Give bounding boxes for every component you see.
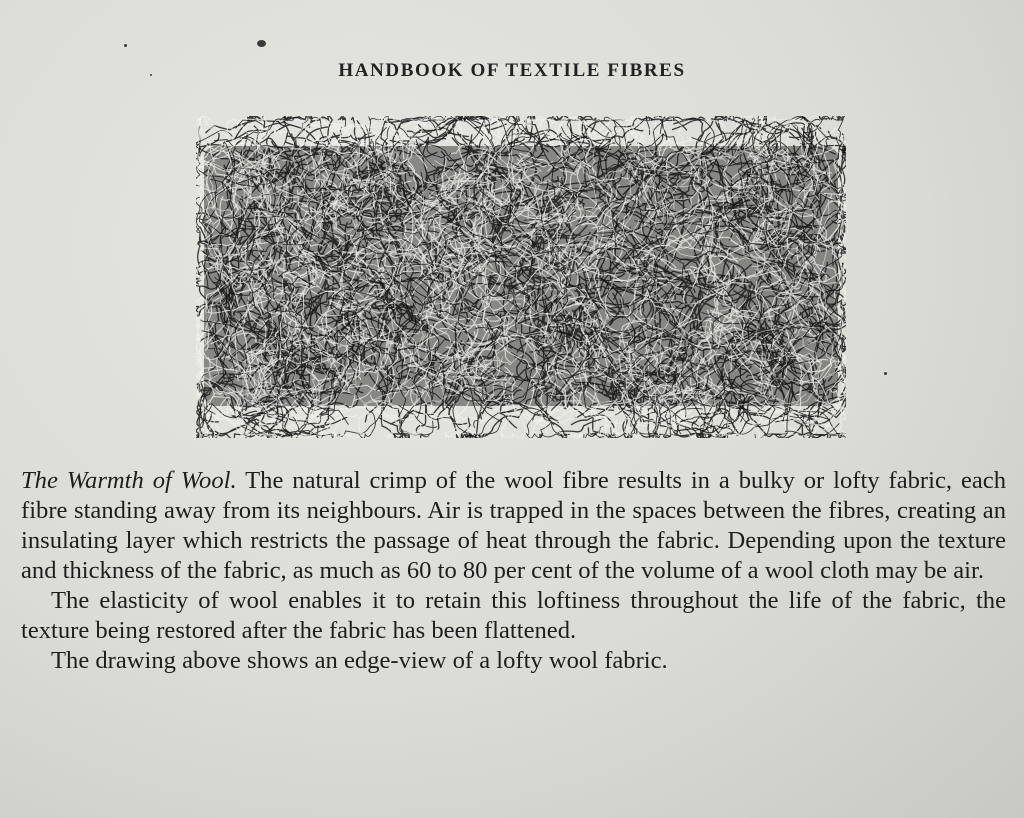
ink-speck — [257, 40, 266, 47]
running-head: HANDBOOK OF TEXTILE FIBRES — [338, 60, 686, 81]
caption-paragraph-3: The drawing above shows an edge-view of a lofty wool fabric. — [51, 647, 668, 674]
caption-text — [21, 466, 1006, 676]
ink-speck — [124, 44, 127, 47]
wool-fibre-drawing — [196, 116, 846, 438]
wool-fabric-figure — [196, 116, 846, 438]
caption-paragraph-1-text: The natural crimp of the wool fibre results in a bulky or lofty fabric, each fibre standing away from its neighbours. Air is trapped in the spaces between the fibres, creating an insulating layer which restricts the passage of heat through the fabric. Depending upon the texture and thickness of the fabric, as much as 60 to 80 per cent of the volume of a wool cloth may be air. — [21, 467, 1006, 584]
ink-speck — [884, 372, 887, 375]
caption-title: The Warmth of Wool. — [21, 467, 237, 494]
caption-paragraph-2: The elasticity of wool enables it to retain this loftiness throughout the life of the fabric, the texture being restored after the fabric has been flattened. — [21, 587, 1006, 644]
caption-paragraph — [21, 466, 1006, 586]
